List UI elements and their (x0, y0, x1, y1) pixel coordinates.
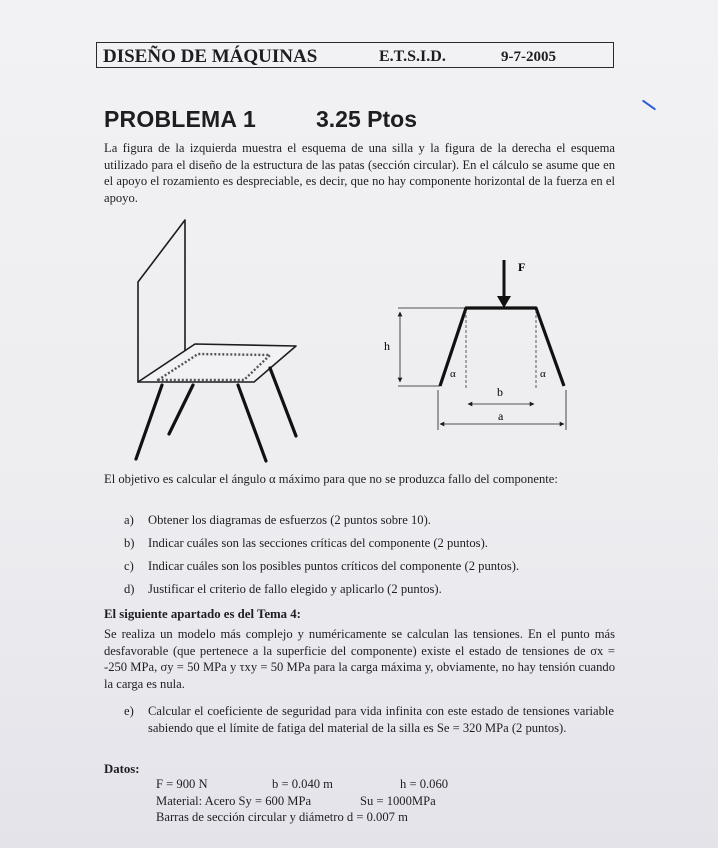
angle-label-left: α (450, 368, 456, 380)
task-letter: c) (124, 559, 134, 573)
data-h: h = 0.060 (400, 777, 449, 791)
list-item (124, 513, 614, 536)
data-material: Material: Acero Sy = 600 MPa (156, 794, 312, 808)
problem-points: 3.25 Ptos (316, 106, 417, 132)
course-title: DISEÑO DE MÁQUINAS (103, 46, 318, 67)
b-label: b (497, 385, 503, 399)
chair-leg-back-left (169, 385, 193, 434)
force-arrow-head (497, 296, 511, 308)
data-heading: Datos: (104, 762, 140, 776)
a-label: a (498, 409, 504, 423)
problem-title: PROBLEMA 1 (104, 106, 256, 132)
school-name: E.T.S.I.D. (379, 48, 446, 65)
objective-paragraph: El objetivo es calcular el ángulo α máximo para que no se produzca fallo del componente: (104, 472, 558, 486)
h-label: h (384, 339, 390, 353)
task-text: Indicar cuáles son las secciones críticas del componente (2 puntos). (148, 536, 488, 550)
task-list (124, 513, 614, 605)
list-item (124, 582, 614, 605)
force-label: F (518, 260, 526, 274)
task-letter: d) (124, 582, 135, 596)
task-letter: e) (124, 704, 134, 718)
exam-header (96, 42, 614, 68)
task-letter: a) (124, 513, 134, 527)
data-su: Su = 1000MPa (360, 794, 436, 808)
chair-figure (128, 206, 303, 468)
chair-leg-front-right (238, 385, 266, 461)
task-text: Calcular el coeficiente de seguridad para vida infinita con este estado de tensiones variable sabiendo que el límite de fatiga del material de la silla es Se = 320 MPa (2 puntos). (148, 704, 614, 735)
intro-paragraph: La figura de la izquierda muestra el esquema de una silla y la figura de la derecha el esquema utilizado para el diseño de la estructura de las patas (sección circular). En el cálculo se asume que en el apoyo el rozamiento es despreciable, es decir, que no hay componente horizontal de la fuerza en el apoyo. (104, 141, 615, 205)
section-subheading: El siguiente apartado es del Tema 4: (104, 607, 301, 621)
task-e (124, 703, 614, 736)
task-letter: b) (124, 536, 135, 550)
model-paragraph: Se realiza un modelo más complejo y numéricamente se calculan las tensiones. En el punto más desfavorable (que pertenece a la superficie del componente) existe el estado de tensiones de σx = -250 MPa, σy = 50 MPa y τxy = 50 MPa para la carga máxima y, obviamente, no hay tensión cuando la carga es nula. (104, 627, 615, 691)
task-text: Indicar cuáles son los posibles puntos críticos del componente (2 puntos). (148, 559, 520, 573)
exam-date: 9-7-2005 (501, 49, 556, 65)
list-item (124, 536, 614, 559)
list-item (124, 559, 614, 582)
pen-mark (642, 100, 656, 111)
task-text: Justificar el criterio de fallo elegido y aplicarlo (2 puntos). (148, 582, 442, 596)
data-force: F = 900 N (156, 777, 208, 791)
chair-leg-front-left (136, 385, 162, 459)
leg-frame-figure (370, 252, 580, 432)
chair-leg-back-right (270, 368, 296, 436)
angle-label-right: α (540, 368, 546, 380)
task-text: Obtener los diagramas de esfuerzos (2 puntos sobre 10). (148, 513, 431, 527)
data-b: b = 0.040 m (272, 777, 333, 791)
data-section: Barras de sección circular y diámetro d = 0.007 m (156, 810, 408, 824)
